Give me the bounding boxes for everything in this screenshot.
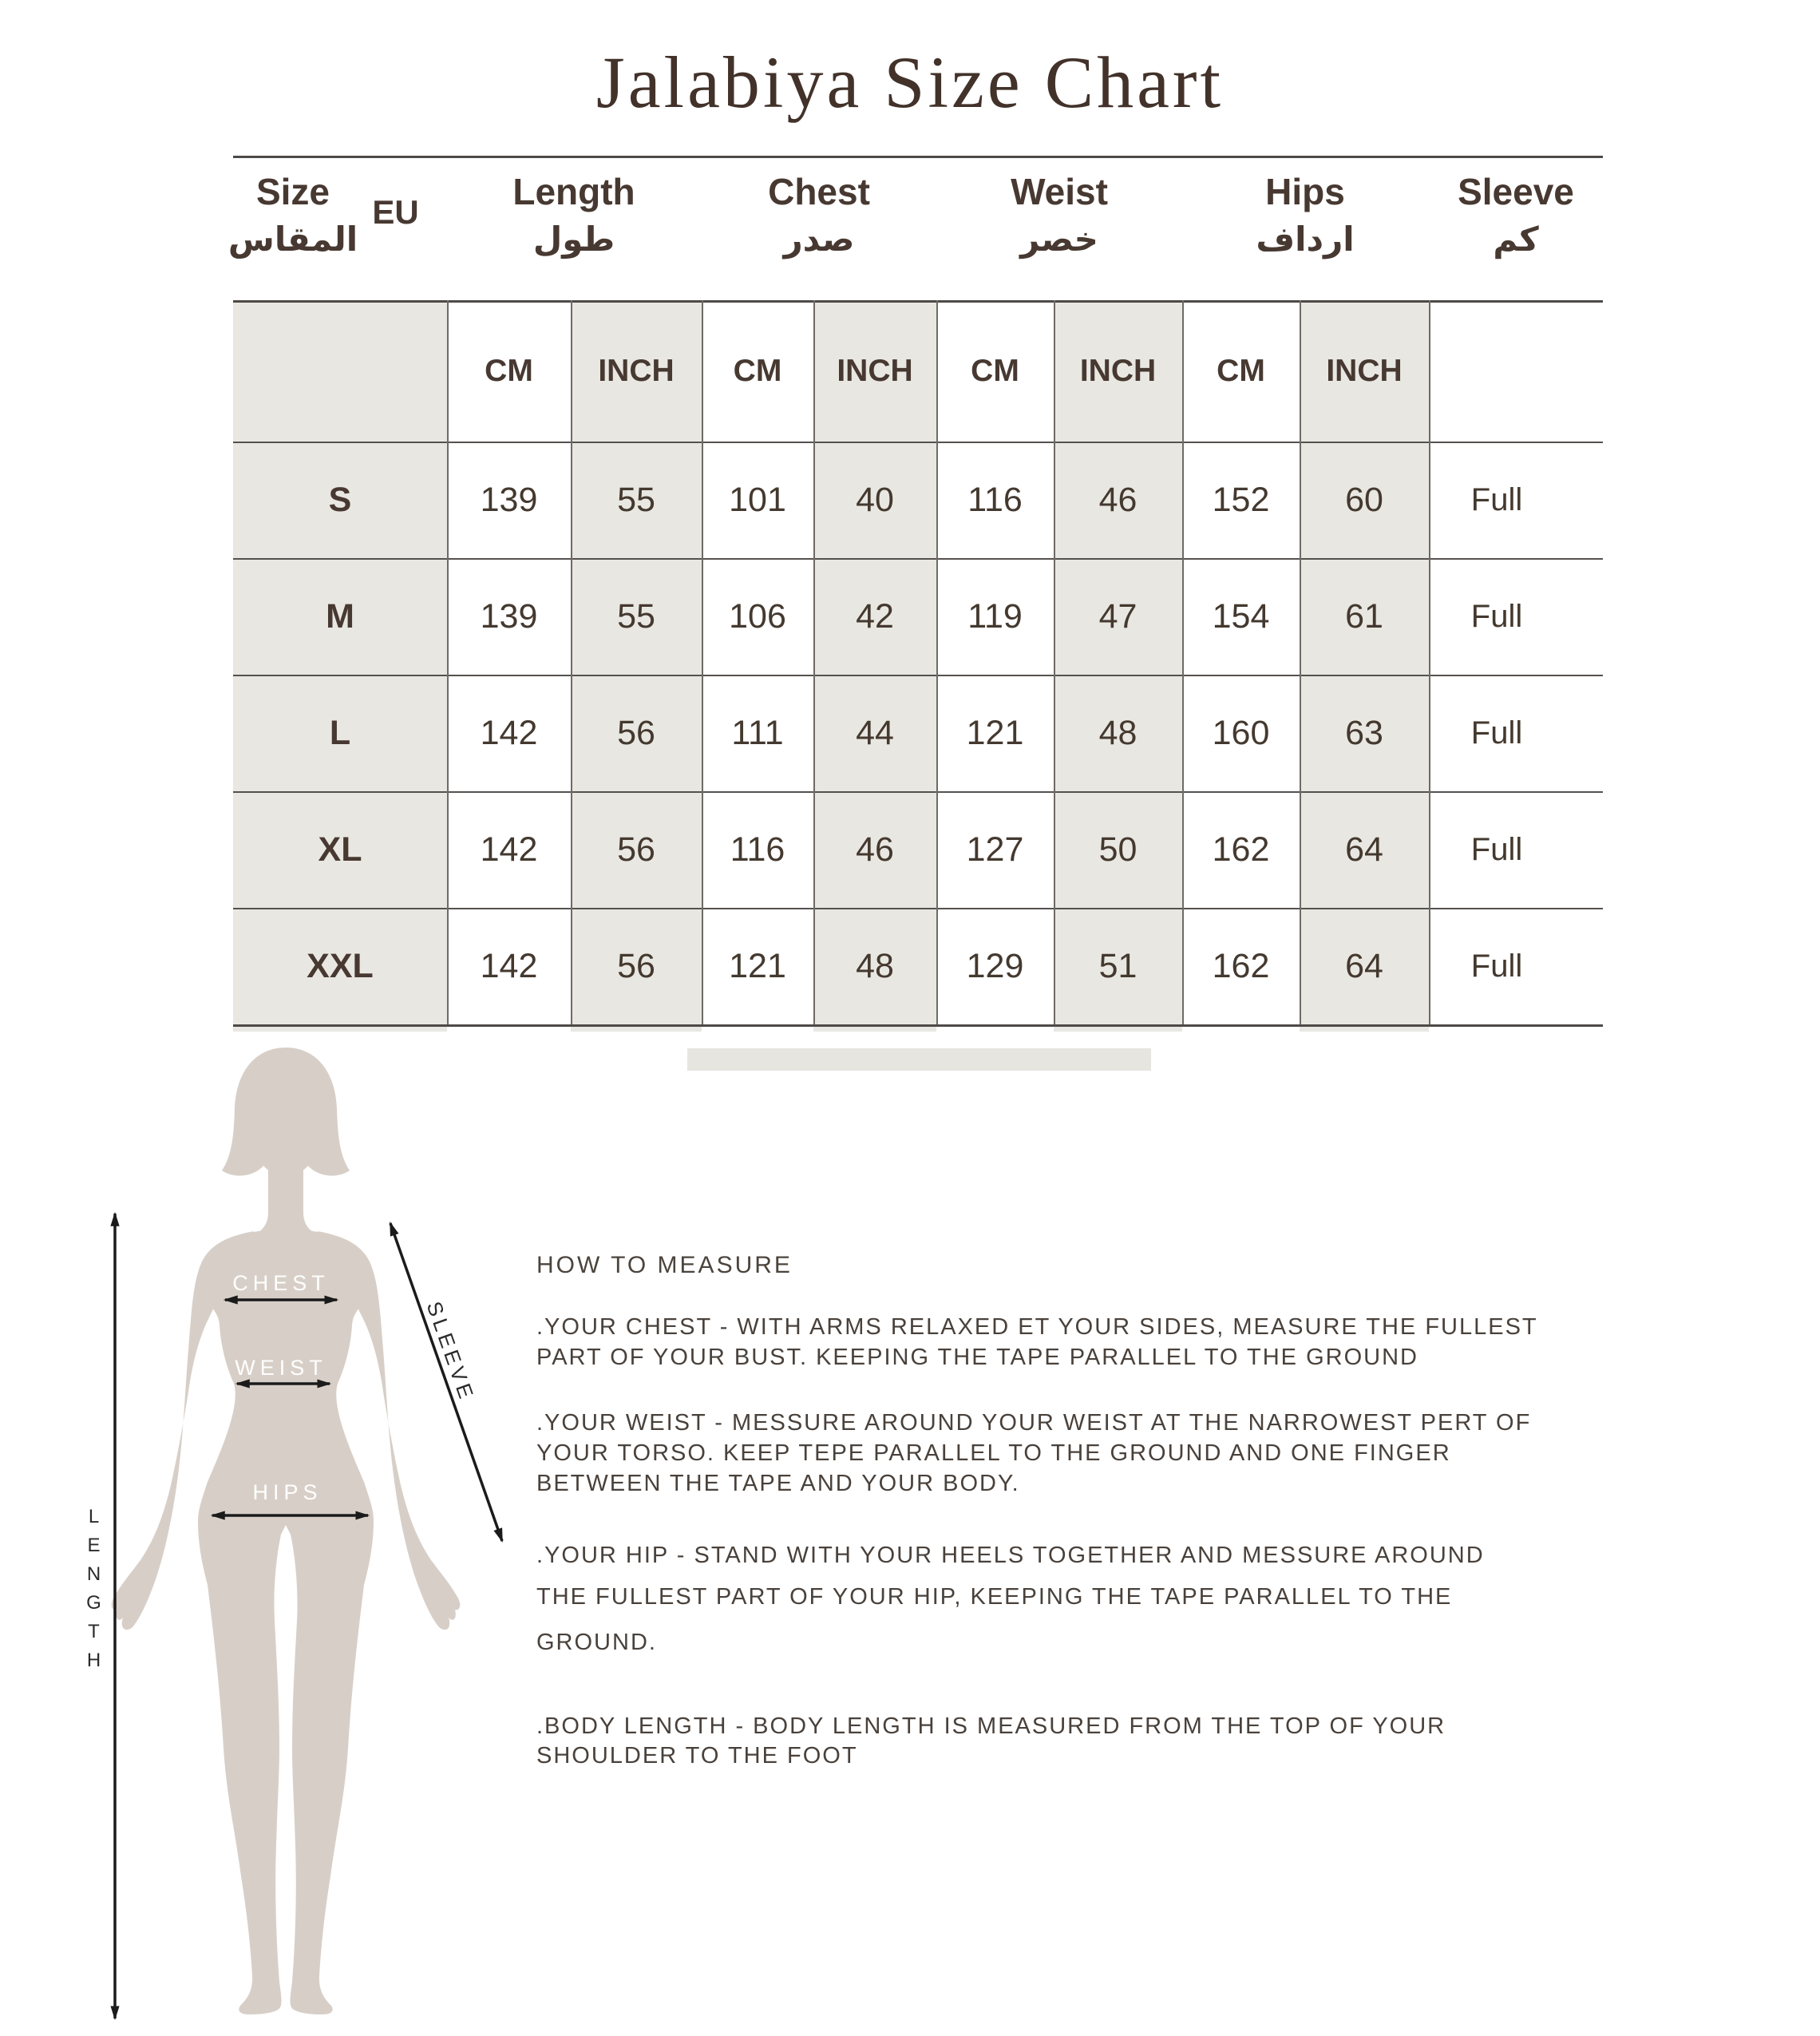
col-header-size-ar: المقاس	[228, 220, 358, 259]
col-header-weist-en: Weist	[1011, 171, 1108, 212]
row-l-sleeve: Full	[1470, 715, 1523, 751]
col-header-chest	[739, 169, 899, 265]
row-m-weist-in: 47	[1098, 597, 1138, 636]
figure-body	[198, 1228, 374, 2015]
row-s-weist-in: 46	[1098, 481, 1138, 519]
col-header-sleeve-ar: كم	[1493, 220, 1539, 259]
page-title: Jalabiya Size Chart	[595, 42, 1225, 123]
unit-chest-inch: INCH	[837, 354, 913, 388]
body-measurement-figure	[64, 1030, 559, 2036]
row-xl-weist-cm: 127	[966, 830, 1024, 869]
instructions-weist-line: YOUR TORSO. KEEP TEPE PARALLEL TO THE GROUND AND ONE FINGER	[536, 1440, 1451, 1466]
row-xxl-hips-in: 64	[1345, 947, 1383, 985]
row-s-chest-in: 40	[856, 481, 894, 519]
col-header-sleeve	[1436, 169, 1596, 265]
row-xxl-chest-in: 48	[856, 947, 894, 985]
instructions-weist-line: BETWEEN THE TAPE AND YOUR BODY.	[536, 1471, 1020, 1496]
row-xl-length-in: 56	[617, 830, 655, 869]
unit-weist-inch: INCH	[1079, 354, 1157, 388]
instructions-hip-line: THE FULLEST PART OF YOUR HIP, KEEPING THE TAPE PARALLEL TO THE	[536, 1584, 1453, 1610]
row-m-length-in: 55	[617, 597, 655, 636]
instructions-heading: HOW TO MEASURE	[536, 1252, 793, 1278]
col-header-size	[217, 169, 369, 265]
table-top-line	[233, 156, 1603, 158]
col-header-weist-ar: خصر	[1020, 220, 1098, 259]
row-l-hips-cm: 160	[1212, 714, 1270, 752]
length-label: LENGTH	[83, 1506, 105, 1678]
unit-hips-cm: CM	[1217, 354, 1265, 388]
instructions-chest-line: PART OF YOUR BUST. KEEPING THE TAPE PARALLEL TO THE GROUND	[536, 1345, 1418, 1370]
col-header-length-ar: طول	[532, 220, 615, 259]
row-s-hips-in: 60	[1345, 481, 1383, 519]
row-l-length-in: 56	[617, 714, 655, 752]
col-header-eu: EU	[372, 193, 419, 231]
col-header-chest-en: Chest	[768, 171, 870, 212]
row-s-size: S	[328, 481, 352, 519]
row-xl-sleeve: Full	[1470, 832, 1523, 867]
instructions-hip-line: .YOUR HIP - STAND WITH YOUR HEELS TOGETHER AND MESSURE AROUND	[536, 1543, 1485, 1568]
instructions-length-line: SHOULDER TO THE FOOT	[536, 1743, 858, 1769]
hips-label: HIPS	[252, 1480, 322, 1504]
instructions-length-line: .BODY LENGTH - BODY LENGTH IS MEASURED FROM THE TOP OF YOUR	[536, 1713, 1446, 1739]
row-xl-length-cm: 142	[480, 830, 538, 869]
row-xxl-hips-cm: 162	[1212, 947, 1270, 985]
row-xl-chest-cm: 116	[730, 830, 785, 869]
row-xxl-weist-in: 51	[1098, 947, 1138, 985]
instructions-weist-line: .YOUR WEIST - MESSURE AROUND YOUR WEIST AT THE NARROWEST PERT OF	[536, 1410, 1532, 1436]
unit-length-inch: INCH	[598, 354, 675, 388]
row-s-weist-cm: 116	[967, 481, 1023, 519]
row-xxl-length-in: 56	[617, 947, 655, 985]
row-xl-chest-in: 46	[856, 830, 894, 869]
col-header-length	[494, 169, 654, 265]
row-l-weist-in: 48	[1098, 714, 1138, 752]
row-m-size: M	[326, 597, 354, 636]
col-header-length-en: Length	[512, 171, 635, 212]
row-xl-hips-cm: 162	[1212, 830, 1270, 869]
row-xxl-size: XXL	[307, 947, 374, 985]
row-l-hips-in: 63	[1345, 714, 1383, 752]
row-l-chest-in: 44	[856, 714, 894, 752]
row-xl-size: XL	[318, 830, 362, 869]
instructions-hip-line: GROUND.	[536, 1630, 657, 1655]
col-header-weist	[979, 169, 1139, 265]
chest-label: CHEST	[232, 1271, 330, 1295]
row-l-size: L	[329, 714, 351, 752]
row-xxl-sleeve: Full	[1470, 949, 1523, 984]
row-xxl-chest-cm: 121	[729, 947, 786, 985]
unit-hips-inch: INCH	[1326, 354, 1403, 388]
col-header-sleeve-en: Sleeve	[1458, 171, 1574, 212]
row-xl-weist-in: 50	[1098, 830, 1138, 869]
col-header-hips-ar: ارداف	[1256, 220, 1355, 259]
col-header-size-en: Size	[255, 171, 330, 212]
row-s-sleeve: Full	[1470, 482, 1523, 517]
row-m-chest-cm: 106	[729, 597, 786, 636]
row-m-sleeve: Full	[1470, 599, 1523, 634]
decorative-bar	[687, 1048, 1151, 1071]
unit-weist-cm: CM	[971, 354, 1019, 388]
col-header-hips	[1225, 169, 1385, 265]
unit-chest-cm: CM	[733, 354, 782, 388]
row-s-chest-cm: 101	[729, 481, 786, 519]
row-m-hips-cm: 154	[1212, 597, 1270, 636]
row-xxl-length-cm: 142	[480, 947, 538, 985]
table-bottom-line	[233, 1024, 1603, 1027]
row-s-length-cm: 139	[480, 481, 538, 519]
row-m-chest-in: 42	[856, 597, 894, 636]
row-m-hips-in: 61	[1345, 597, 1383, 636]
row-xxl-weist-cm: 129	[966, 947, 1024, 985]
row-m-length-cm: 139	[480, 597, 538, 636]
col-header-hips-en: Hips	[1265, 171, 1345, 212]
col-header-chest-ar: صدر	[783, 220, 855, 259]
row-m-weist-cm: 119	[967, 597, 1023, 636]
row-l-weist-cm: 121	[966, 714, 1024, 752]
row-xl-hips-in: 64	[1345, 830, 1383, 869]
row-s-hips-cm: 152	[1212, 481, 1270, 519]
sleeve-label: SLEEVE	[421, 1298, 480, 1405]
row-s-length-in: 55	[617, 481, 655, 519]
weist-label: WEIST	[235, 1356, 327, 1380]
instructions-chest-line: .YOUR CHEST - WITH ARMS RELAXED ET YOUR SIDES, MEASURE THE FULLEST	[536, 1314, 1538, 1340]
unit-length-cm: CM	[485, 354, 533, 388]
row-l-length-cm: 142	[480, 714, 538, 752]
row-l-chest-cm: 111	[731, 714, 784, 752]
